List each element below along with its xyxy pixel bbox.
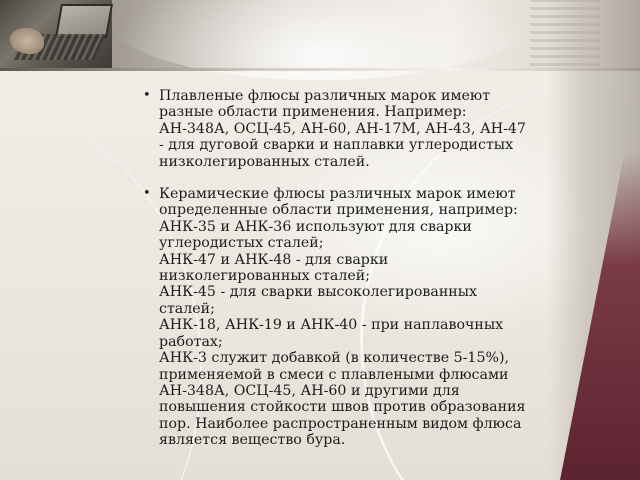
bullet-icon: • (143, 186, 151, 202)
bullet-text: Керамические флюсы различных марок имеют определенные области применения, например: АНК-35 и АНК-36 используют для сварки углеродистых сталей; АНК-47 и АНК-48 - для сварки низколегированных сталей; АНК-45 - для сварки высоколегированных сталей; АНК-18, АНК-19 и АНК-40 - при наплавочных работах; АНК-3 служит добавкой (в количестве 5-15%), применяемой в смеси с плавлеными флюсами АН-348А, ОСЦ-45, АН-60 и другими для повышения стойкости швов против образования пор. Наиболее распространенным видом флюса является вещество бура. (159, 186, 526, 449)
bullet-icon: • (143, 88, 151, 103)
bullet-text: Плавленые флюсы различных марок имеют разные области применения. Например: АН-348А, ОСЦ-45, АН-60, АН-17М, АН-43, АН-47 - для дуговой сварки и наплавки углеродистых низколегированных сталей. (159, 88, 526, 170)
slide-body (131, 88, 526, 465)
bullet-item-ceramic-fluxes (131, 186, 526, 449)
bullet-item-fused-fluxes (131, 88, 526, 170)
laptop-screen-image (55, 4, 113, 38)
header-divider (0, 68, 640, 71)
hand-image (10, 28, 44, 54)
header-laptop-photo (0, 0, 112, 70)
